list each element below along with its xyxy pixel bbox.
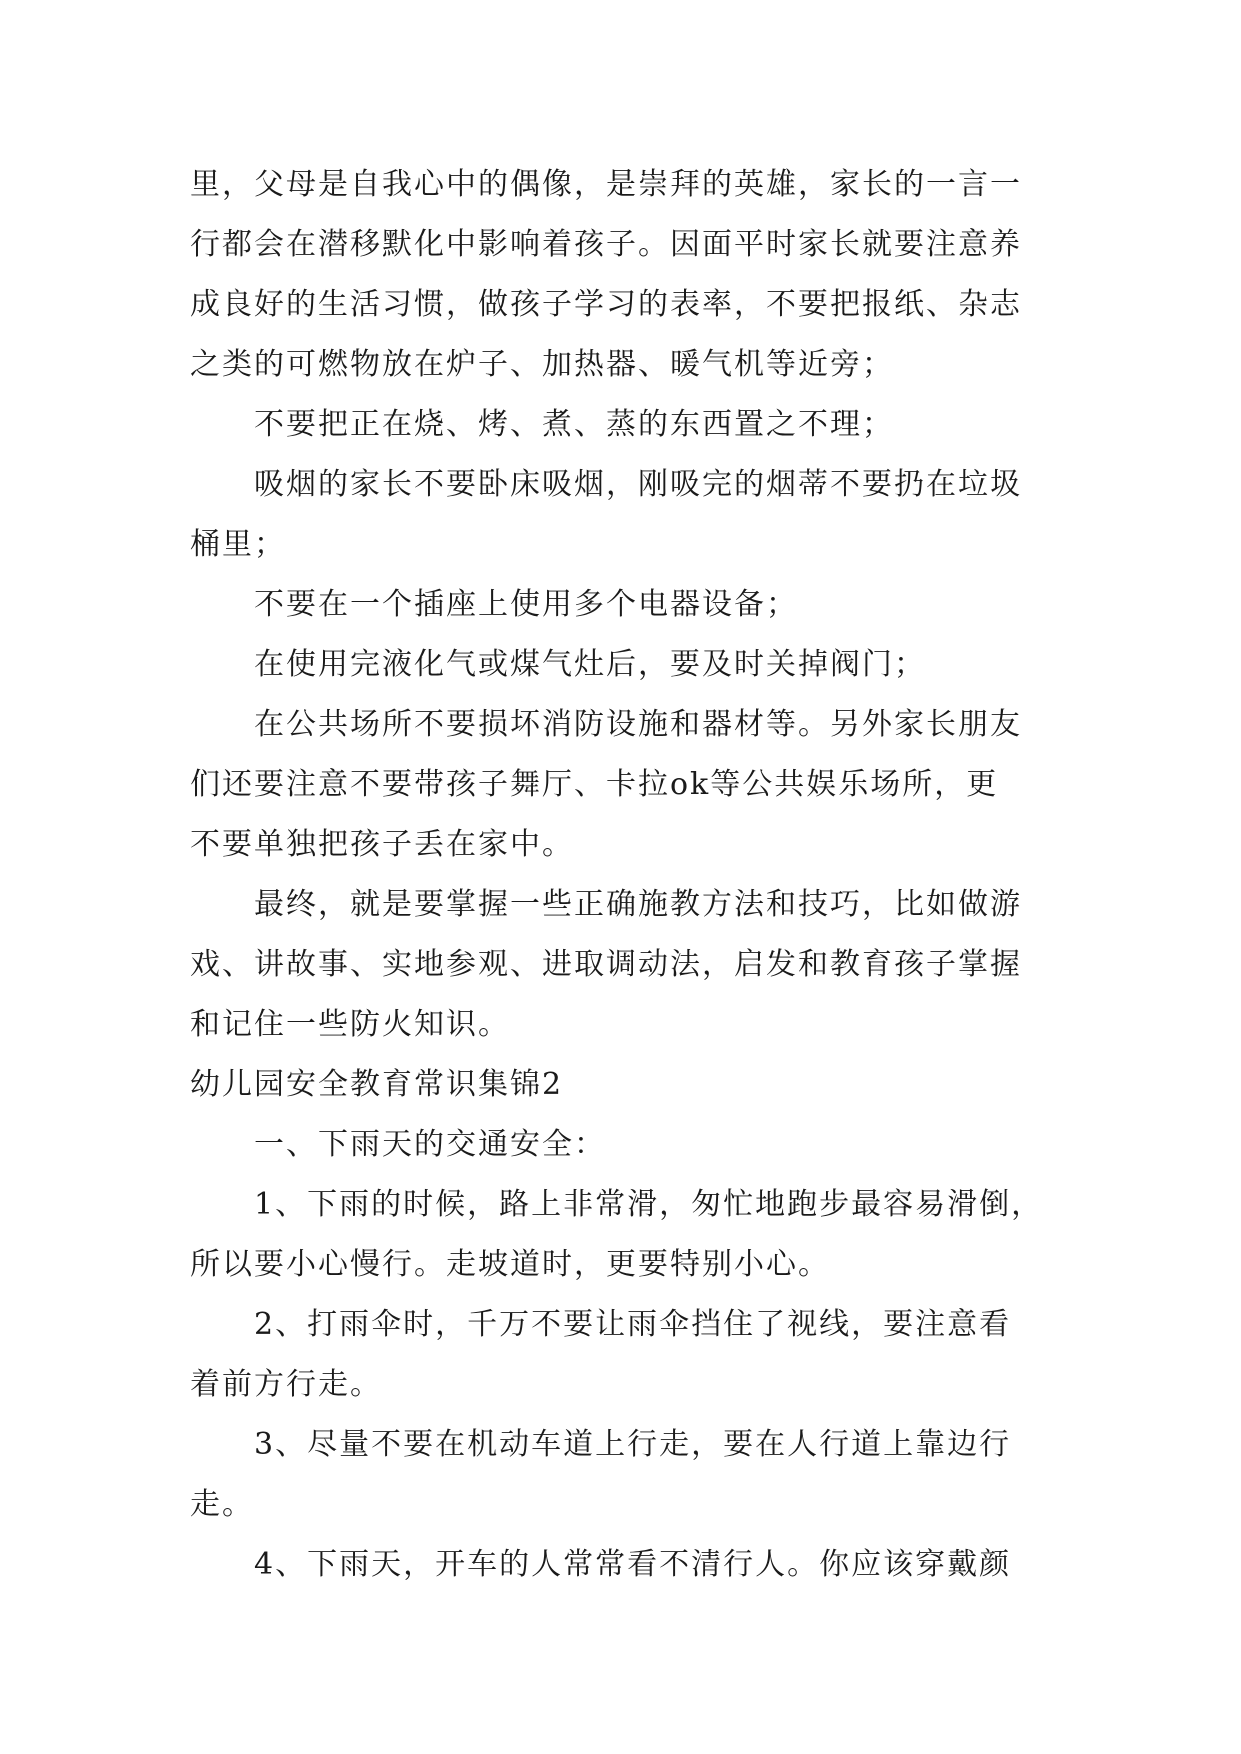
text-line: 不要单独把孩子丢在家中。 [190,827,574,862]
paragraph-start: 最终，就是要掌握一些正确施教方法和技巧，比如做游 [254,887,1022,922]
text-line: 之类的可燃物放在炉子、加热器、暖气机等近旁； [190,347,894,382]
text-line: 们还要注意不要带孩子舞厅、卡拉ok等公共娱乐场所，更 [190,767,999,802]
paragraph-start: 不要把正在烧、烤、煮、蒸的东西置之不理； [254,407,894,442]
paragraph-start: 不要在一个插座上使用多个电器设备； [254,587,798,622]
text-line: 着前方行走。 [190,1367,382,1402]
section-heading: 幼儿园安全教育常识集锦2 [190,1067,564,1102]
list-item: 3、尽量不要在机动车道上行走，要在人行道上靠边行 [254,1427,1012,1462]
text-line: 戏、讲故事、实地参观、进取调动法，启发和教育孩子掌握 [190,947,1022,982]
list-item: 1、下雨的时候，路上非常滑，匆忙地跑步最容易滑倒， [254,1187,1044,1222]
list-item: 2、打雨伞时，千万不要让雨伞挡住了视线，要注意看 [254,1307,1012,1342]
subsection-heading: 一、下雨天的交通安全： [254,1127,606,1162]
text-line: 成良好的生活习惯，做孩子学习的表率，不要把报纸、杂志 [190,287,1022,322]
paragraph-start: 在使用完液化气或煤气灶后，要及时关掉阀门； [254,647,926,682]
document-page [190,155,1050,1595]
text-line: 和记住一些防火知识。 [190,1007,510,1042]
text-line: 桶里； [190,527,286,562]
text-line: 行都会在潜移默化中影响着孩子。因面平时家长就要注意养 [190,227,1022,262]
list-item: 4、下雨天，开车的人常常看不清行人。你应该穿戴颜 [254,1547,1012,1582]
paragraph-start: 吸烟的家长不要卧床吸烟，刚吸完的烟蒂不要扔在垃圾 [254,467,1022,502]
paragraph-start: 在公共场所不要损坏消防设施和器材等。另外家长朋友 [254,707,1022,742]
text-line: 走。 [190,1487,254,1522]
text-line: 所以要小心慢行。走坡道时，更要特别小心。 [190,1247,830,1282]
text-line: 里，父母是自我心中的偶像，是崇拜的英雄，家长的一言一 [190,167,1022,202]
